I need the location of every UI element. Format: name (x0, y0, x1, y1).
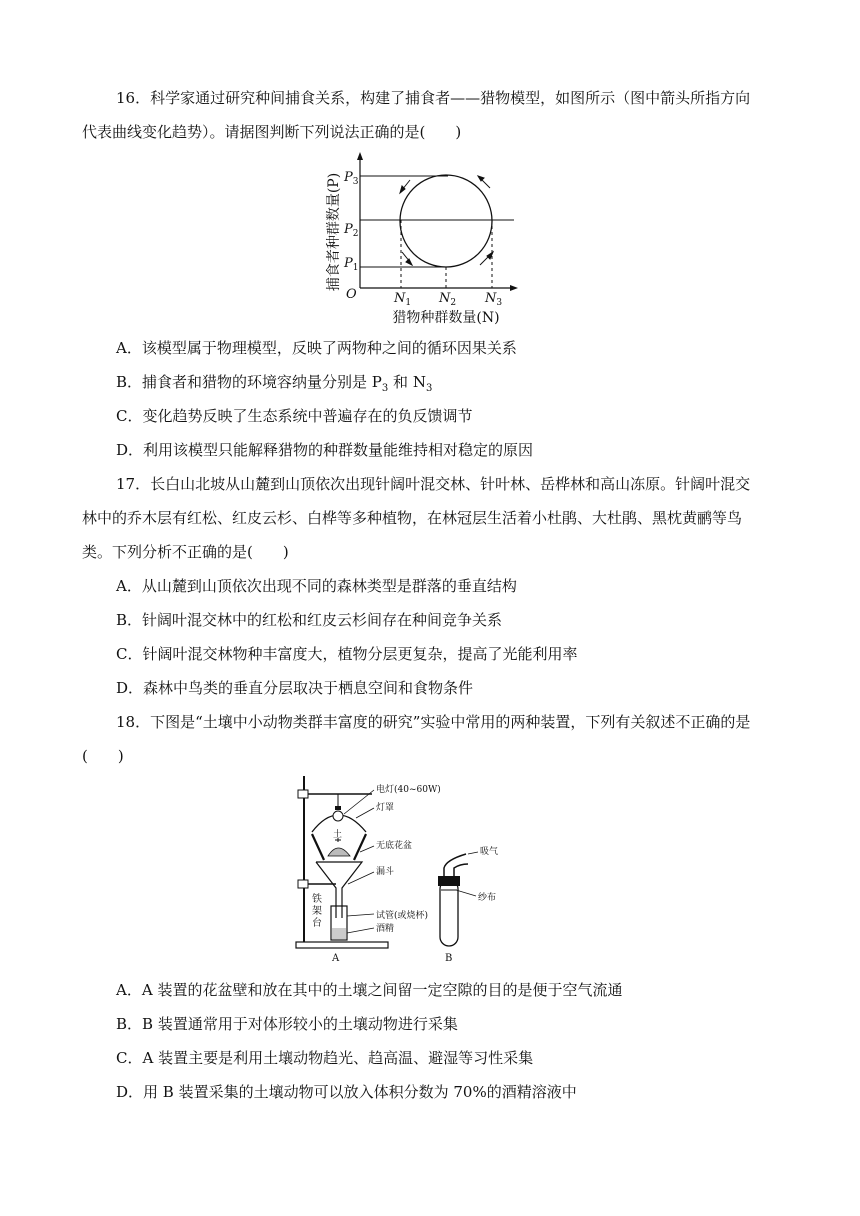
label-lamp: 电灯(40~60W) (376, 785, 441, 795)
y-axis-label: 捕食者种群数量(P) (326, 172, 342, 292)
arrow-bottom-right (480, 252, 493, 265)
y-axis-arrow (357, 152, 363, 160)
q17-stem-line-1: 17．长白山北坡从山麓到山顶依次出现针阔叶混交林、针叶林、岳桦林和高山冻原。针阔叶混交 (116, 475, 751, 493)
q16-option-d: D．利用该模型只能解释猎物的种群数量能维持相对稳定的原因 (116, 441, 534, 459)
label-funnel: 漏斗 (376, 867, 395, 877)
p3-label: $P_3$ (344, 170, 359, 187)
n2-label: $N_2$ (439, 291, 457, 308)
q17-stem-line-3: 类。下列分析不正确的是( ) (82, 543, 289, 561)
q16-option-c: C．变化趋势反映了生态系统中普遍存在的负反馈调节 (116, 407, 473, 425)
q17-option-a: A．从山麓到山顶依次出现不同的森林类型是群落的垂直结构 (116, 577, 517, 595)
arrow-top-left (400, 180, 410, 193)
soil-animal-apparatus (290, 768, 520, 964)
q18-option-a: A．A 装置的花盆壁和放在其中的土壤之间留一定空隙的目的是便于空气流通 (116, 981, 623, 999)
n3-label: $N_3$ (485, 291, 503, 308)
q16-option-a: A．该模型属于物理模型，反映了两物种之间的循环因果关系 (116, 339, 517, 357)
q17-number: 17． (116, 475, 151, 493)
q17-option-d: D．森林中鸟类的垂直分层取决于栖息空间和食物条件 (116, 679, 474, 697)
x-axis-label: 猎物种群数量(N) (392, 310, 500, 326)
top-clamp (298, 790, 308, 798)
intake-pipe (454, 864, 468, 876)
q18-stem-line-2: ( ) (82, 747, 124, 765)
label-shade: 灯罩 (376, 803, 395, 813)
q16-option-b: B．捕食者和猎物的环境容纳量分别是 $P_3$ 和 $N_3$ (116, 373, 433, 394)
q18-option-b: B．B 装置通常用于对体形较小的土壤动物进行采集 (116, 1015, 458, 1033)
caption-a: A (332, 953, 340, 964)
label-stand-2: 架 (312, 906, 322, 917)
stand-base (296, 942, 388, 948)
q18-number: 18． (116, 713, 151, 731)
q17-option-c: C．针阔叶混交林物种丰富度大，植物分层更复杂，提高了光能利用率 (116, 645, 578, 663)
x-axis-arrow (510, 285, 518, 291)
predator-prey-graph (318, 150, 538, 328)
funnel (316, 862, 362, 918)
label-alcohol: 酒精 (376, 924, 395, 934)
q17-option-b: B．针阔叶混交林中的红松和红皮云杉间存在种间竞争关系 (116, 611, 503, 629)
arrow-top-right (478, 176, 490, 188)
soil-mound (328, 848, 350, 856)
label-stand-1: 铁 (312, 894, 322, 905)
label-pot: 无底花盆 (376, 841, 413, 851)
aspirator-stopper (438, 876, 460, 886)
alcohol-liquid (332, 928, 346, 939)
q18-stem-line-1: 18．下图是“土壤中小动物类群丰富度的研究”实验中常用的两种装置，下列有关叙述不正确的是 (116, 713, 751, 731)
arrow-bottom-left (402, 252, 412, 265)
label-tube: 试管(或烧杯) (376, 911, 429, 921)
label-soil: 土 (333, 830, 343, 840)
p1-label: $P_1$ (344, 256, 359, 273)
q18-option-d: D．用 B 装置采集的土壤动物可以放入体积分数为 70%的酒精溶液中 (116, 1083, 577, 1101)
origin-label: O (346, 287, 357, 302)
lamp-bulb (333, 811, 343, 821)
p2-label: $P_2$ (344, 222, 359, 239)
q16-stem-line-2: 代表曲线变化趋势）。请据图判断下列说法正确的是( ) (82, 123, 462, 141)
label-stand-3: 台 (312, 918, 322, 929)
q18-option-c: C．A 装置主要是利用土壤动物趋光、趋高温、避湿等习性采集 (116, 1049, 534, 1067)
label-suck: 吸气 (480, 847, 499, 857)
q16-stem-line-1: 16．科学家通过研究种间捕食关系，构建了捕食者——猎物模型，如图所示（图中箭头所指方向 (116, 89, 751, 107)
n1-label: $N_1$ (394, 291, 412, 308)
q16-number: 16． (116, 89, 151, 107)
cycle-curve (400, 175, 492, 267)
label-gauze: 纱布 (478, 893, 497, 903)
q17-stem-line-2: 林中的乔木层有红松、红皮云杉、白桦等多种植物，在林冠层生活着小杜鹃、大杜鹃、黑枕黄鹂等鸟 (82, 509, 743, 527)
caption-b: B (445, 953, 453, 964)
